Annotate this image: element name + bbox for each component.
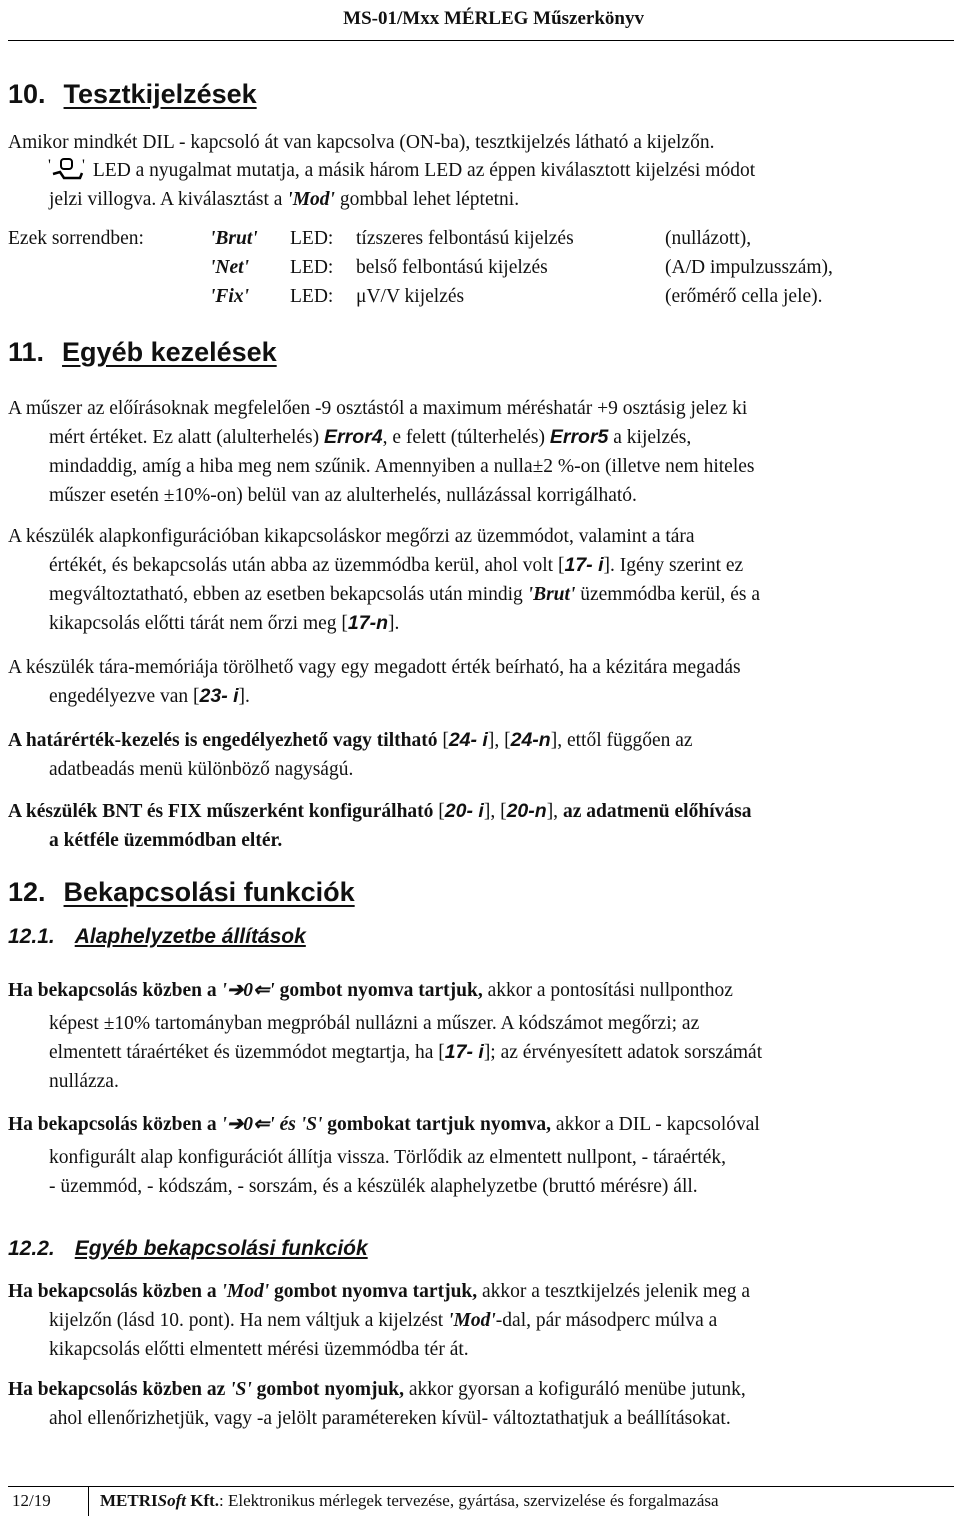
line: A műszer az előírásoknak megfelelően -9 osztástól a maximum méréshatár +9 osztásig jelez ki: [8, 398, 748, 419]
led-label: LED:: [290, 286, 334, 307]
footer-text: [100, 1491, 719, 1511]
led-label: LED:: [290, 228, 334, 249]
subsection-title: Egyéb bekapcsolási funkciók: [74, 1237, 368, 1260]
line: engedélyezve van [23- i].: [49, 685, 250, 707]
param-code: 24- i: [448, 729, 488, 751]
mod-key: 'Mod': [448, 1310, 496, 1331]
section-number: 10.: [8, 79, 46, 109]
sec10-paragraph-2: [8, 156, 954, 214]
header-title: MS-01/Mxx MÉRLEG Műszerkönyv: [343, 8, 644, 29]
zero-key: '➔0⇐': [221, 980, 275, 1001]
section-title: Egyéb kezelések: [62, 337, 277, 367]
line: képest ±10% tartományban megpróbál nullázni a műszer. A kódszámot megőrzi; az: [49, 1013, 700, 1034]
line: mindaddig, amíg a hiba meg nem szűnik. Amennyiben a nulla±2 %-on (illetve nem hiteles: [49, 456, 755, 477]
led-desc: tízszeres felbontású kijelzés: [356, 228, 574, 249]
sec12-paragraph-d: [8, 1375, 954, 1433]
line: műszer esetén ±10%-on) belül van az alulterhelés, nullázással korrigálható.: [49, 485, 637, 506]
error4-code: Error4: [324, 426, 383, 448]
line: értékét, és bekapcsolás után abba az üzemmódba kerül, ahol volt [17- i]. Igény szerint ez: [49, 554, 744, 576]
section-10-heading: [8, 79, 257, 110]
line: Ha bekapcsolás közben a '➔0⇐' és 'S' gombokat tartjuk nyomva, akkor a DIL - kapcsolóval: [8, 1114, 760, 1135]
error5-code: Error5: [549, 426, 609, 448]
brut-key: 'Brut': [527, 584, 576, 605]
line: ahol ellenőrizhetjük, vagy -a jelölt paramétereken kívül- változtathatjuk a beállításokat.: [49, 1408, 731, 1429]
line: A készülék BNT és FIX műszerként konfigurálható [20- i], [20-n], az adatmenü előhívása: [8, 800, 752, 822]
line: konfigurált alap konfigurációt állítja vissza. Törlődik az elmentett nullpont, - táraérték,: [49, 1147, 727, 1168]
line: A készülék tára-memóriája törölhető vagy egy megadott érték beírható, ha a kézitára megadás: [8, 657, 741, 678]
section-title: Tesztkijelzések: [63, 79, 257, 109]
line: A határérték-kezelés is engedélyezhető vagy tiltható [24- i], [24-n], ettől függően az: [8, 729, 693, 751]
line: - üzemmód, - kódszám, - sorszám, és a készülék alaphelyzetbe (bruttó mérésre) áll.: [49, 1176, 698, 1197]
sec12-paragraph-b: [8, 1110, 954, 1201]
led-note: (erőmérő cella jele).: [665, 286, 823, 307]
footer-rule: [8, 1486, 954, 1487]
line: Ha bekapcsolás közben az 'S' gombot nyomjuk, akkor gyorsan a kofiguráló menübe jutunk,: [8, 1379, 746, 1400]
section-number: 12.: [8, 877, 46, 907]
led-key: 'Fix': [210, 286, 250, 307]
sec11-paragraph-2: [8, 522, 954, 638]
sec11-paragraph-4: [8, 726, 954, 784]
line: Ha bekapcsolás közben a '➔0⇐' gombot nyomva tartjuk, akkor a pontosítási nullponthoz: [8, 980, 733, 1001]
line: elmentett táraértéket és üzemmódot megtartja, ha [17- i]; az érvényesített adatok sorszámát: [49, 1041, 763, 1063]
led-order-label: Ezek sorrendben:: [8, 228, 144, 249]
param-code: 23- i: [199, 685, 239, 707]
sec12-paragraph-c: [8, 1277, 954, 1364]
param-code: 17- i: [564, 554, 604, 576]
subsection-number: 12.1.: [8, 925, 55, 948]
line: nullázza.: [49, 1071, 119, 1092]
line: kikapcsolás előtti tárát nem őrzi meg [17-n].: [49, 612, 400, 634]
led-desc: belső felbontású kijelzés: [356, 257, 548, 278]
zero-s-keys: '➔0⇐' és 'S': [221, 1114, 323, 1135]
p2-line2-end: gombbal lehet léptetni.: [334, 189, 520, 210]
section-12-heading: [8, 877, 355, 908]
s-key: 'S': [230, 1379, 252, 1400]
svg-text:': ': [82, 157, 85, 174]
p2-line1: LED a nyugalmat mutatja, a másik három LED az éppen kiválasztott kijelzési módot: [92, 160, 756, 181]
sec11-paragraph-3: [8, 653, 954, 711]
subsection-title: Alaphelyzetbe állítások: [74, 925, 306, 948]
mod-key: 'Mod': [287, 189, 335, 210]
led-label: LED:: [290, 257, 334, 278]
stability-icon: [48, 156, 88, 180]
led-desc: μV/V kijelzés: [356, 286, 465, 307]
footer-separator: [88, 1486, 89, 1516]
sec11-paragraph-5: [8, 797, 954, 855]
led-note: (A/D impulzusszám),: [665, 257, 833, 278]
led-key: 'Net': [210, 257, 249, 278]
sec10-paragraph-1: Amikor mindkét DIL - kapcsoló át van kapcsolva (ON-ba), tesztkijelzés látható a kijelzőn.: [8, 132, 715, 153]
sec11-paragraph-1: [8, 394, 954, 510]
company-name-c: Kft.: [185, 1491, 220, 1510]
line: mért értéket. Ez alatt (alulterhelés) Error4, e felett (túlterhelés) Error5 a kijelzés,: [49, 426, 692, 448]
line: Ha bekapcsolás közben a 'Mod' gombot nyomva tartjuk, akkor a tesztkijelzés jelenik meg a: [8, 1281, 751, 1302]
param-code: 20- i: [444, 800, 484, 822]
company-name-b: Soft: [157, 1491, 186, 1510]
p2-line2: jelzi villogva. A kiválasztást a: [49, 189, 288, 210]
param-code: 17- i: [444, 1041, 484, 1063]
mod-key: 'Mod': [221, 1281, 270, 1302]
section-number: 11.: [8, 337, 45, 367]
line: A készülék alapkonfigurációban kikapcsoláskor megőrzi az üzemmódot, valamint a tára: [8, 526, 695, 547]
line: kikapcsolás előtti elmentett mérési üzemmódba tér át.: [49, 1339, 469, 1360]
section-11-heading: [8, 337, 277, 368]
subsection-12-2-heading: [8, 1237, 368, 1261]
led-note: (nullázott),: [665, 228, 752, 249]
line: kijelzőn (lásd 10. pont). Ha nem váltjuk a kijelzést 'Mod'-dal, pár másodperc múlva a: [49, 1310, 718, 1331]
line: adatbeadás menü különböző nagyságú.: [49, 759, 354, 780]
param-code: 24-n: [510, 729, 551, 751]
param-code: 20-n: [506, 800, 547, 822]
svg-text:': ': [48, 157, 51, 174]
company-name-a: METRI: [100, 1491, 158, 1510]
param-code: 17-n: [347, 612, 389, 634]
led-key: 'Brut': [210, 228, 258, 249]
footer-description: : Elektronikus mérlegek tervezése, gyártása, szervizelése és forgalmazása: [219, 1491, 719, 1510]
section-title: Bekapcsolási funkciók: [63, 877, 355, 907]
page-number: 12/19: [12, 1491, 51, 1510]
line: a kétféle üzemmódban eltér.: [49, 830, 283, 851]
sec12-paragraph-a: [8, 976, 954, 1096]
subsection-number: 12.2.: [8, 1237, 55, 1260]
header-rule: [8, 40, 954, 41]
subsection-12-1-heading: [8, 925, 306, 949]
line: megváltoztatható, ebben az esetben bekapcsolás után mindig 'Brut' üzemmódba kerül, és a: [49, 584, 761, 605]
